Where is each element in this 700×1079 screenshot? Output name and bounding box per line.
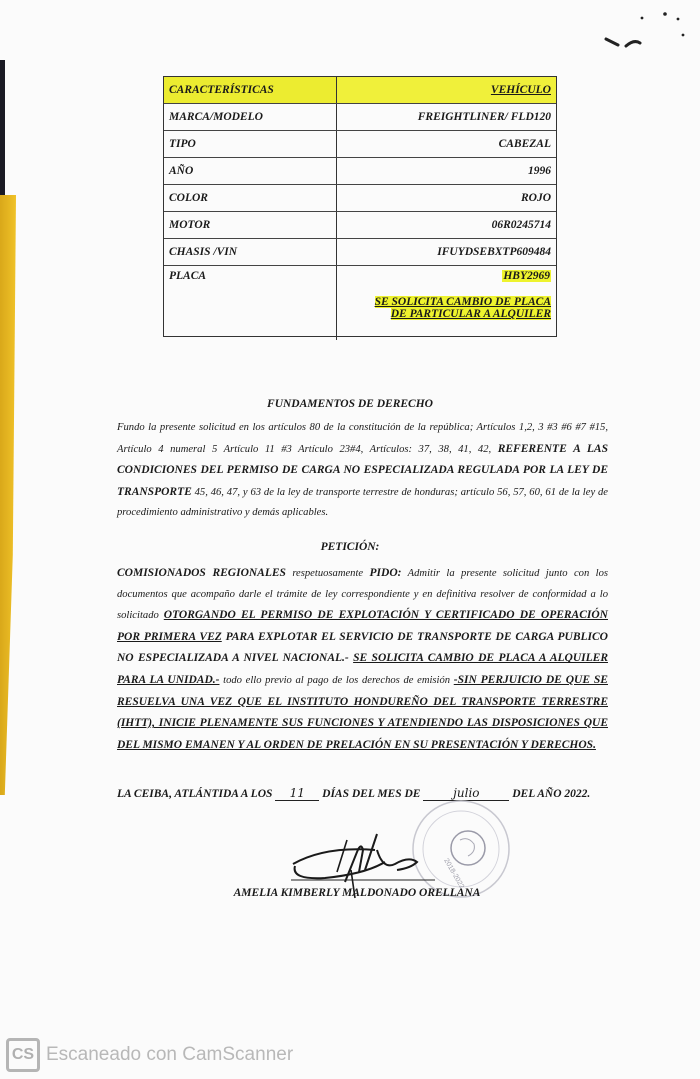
camscanner-logo-icon: CS bbox=[6, 1038, 40, 1072]
plate-number: HBY2969 bbox=[503, 270, 550, 282]
month-field: julio bbox=[423, 786, 509, 801]
plate-change-note-line2: DE PARTICULAR A ALQUILER bbox=[390, 308, 551, 320]
row-value: IFUYDSEBXTP609484 bbox=[437, 246, 551, 258]
fundamentos-text-1: Fundo la presente solicitud en los artículos 80 de la constitución de la república; Artículos 1,2, 3 #3 #6 #7 #15, Artículo 4 numeral 5 Artículo 11 #3 Artículo 23#4, Artículos: 37, 38, 41, 42, bbox=[117, 422, 608, 455]
plate-change-note-line1: SE SOLICITA CAMBIO DE PLACA bbox=[374, 296, 551, 308]
date-prefix: LA CEIBA, ATLÁNTIDA A LOS bbox=[117, 788, 273, 800]
peticion-bold-1: COMISIONADOS REGIONALES bbox=[117, 567, 286, 579]
peticion-text-2: Admitir la presente solicitud junto con los documentos que acompaño darle el trámite de ley correspondiente y en definitiva resolver de conformidad a lo solicitado bbox=[117, 568, 608, 622]
row-label: CHASIS /VIN bbox=[164, 239, 337, 265]
camscanner-watermark bbox=[6, 1038, 293, 1072]
peticion-text-3: todo ello previo al pago de los derechos de emisión bbox=[219, 674, 454, 686]
peticion-underline-3: -SIN PERJUICIO DE QUE SE RESUELVA UNA VEZ QUE EL INSTITUTO HONDUREÑO DEL TRANSPORTE TERRESTRE (IHTT), INICIE PLENAMENTE SUS FUNCIONES Y ATENDIENDO LAS DISPOSICIONES QUE DEL MISMO EMANEN Y AL ORDEN DE PRELACIÓN EN SU PRESENTACIÓN Y DERECHOS. bbox=[117, 673, 608, 751]
peticion-bold-3: PARA EXPLOTAR EL SERVICIO DE TRANSPORTE DE CARGA PUBLICO NO ESPECIALIZADA A NIVEL NACIONAL.- bbox=[117, 630, 608, 665]
place-date-line bbox=[117, 786, 609, 801]
row-value: CABEZAL bbox=[498, 138, 551, 150]
date-suffix: DEL AÑO 2022. bbox=[512, 788, 591, 800]
row-value: FREIGHTLINER/ FLD120 bbox=[417, 111, 551, 123]
peticion-text-1: respetuosamente bbox=[285, 568, 370, 579]
fundamentos-heading: FUNDAMENTOS DE DERECHO bbox=[267, 398, 433, 410]
fundamentos-paragraph bbox=[117, 418, 608, 524]
stray-ink-marks bbox=[600, 5, 690, 55]
header-value: VEHÍCULO bbox=[490, 84, 551, 96]
table-row bbox=[164, 184, 556, 211]
signer-name: AMELIA KIMBERLY MALDONADO ORELLANA bbox=[233, 887, 481, 899]
table-row bbox=[164, 157, 556, 184]
peticion-bold-2: PIDO: bbox=[369, 567, 402, 579]
peticion-underline-2: SE SOLICITA CAMBIO DE PLACA A ALQUILER PARA LA UNIDAD.- bbox=[117, 652, 608, 686]
day-field: 11 bbox=[275, 786, 319, 801]
table-row bbox=[164, 238, 556, 265]
row-label: TIPO bbox=[164, 131, 337, 157]
date-middle: DÍAS DEL MES DE bbox=[322, 788, 421, 800]
row-value: 06R0245714 bbox=[491, 219, 551, 231]
vehicle-characteristics-table bbox=[163, 76, 557, 337]
table-row bbox=[164, 103, 556, 130]
row-label: MARCA/MODELO bbox=[164, 104, 337, 130]
table-row bbox=[164, 211, 556, 238]
peticion-paragraph bbox=[117, 563, 608, 756]
row-value: ROJO bbox=[520, 192, 551, 204]
page-edge-shadow bbox=[0, 60, 5, 200]
peticion-underline-1: OTORGANDO EL PERMISO DE EXPLOTACIÓN Y CERTIFICADO DE OPERACIÓN POR PRIMERA VEZ bbox=[117, 609, 608, 643]
row-value: 1996 bbox=[528, 165, 551, 177]
fundamentos-text-2: 45, 46, 47, y 63 de la ley de transporte terrestre de honduras; artículo 56, 57, 60, 61 de la ley de procedimiento administrativo y demás aplicables. bbox=[117, 486, 608, 519]
table-header-row bbox=[164, 77, 556, 103]
peticion-heading: PETICIÓN: bbox=[320, 541, 380, 553]
row-label: COLOR bbox=[164, 185, 337, 211]
table-row bbox=[164, 130, 556, 157]
row-label: MOTOR bbox=[164, 212, 337, 238]
fundamentos-bold-1: REFERENTE A LAS CONDICIONES DEL PERMISO DE CARGA NO ESPECIALIZADA REGULADA POR LA LEY DE TRANSPORTE bbox=[117, 442, 608, 498]
header-label: CARACTERÍSTICAS bbox=[164, 77, 337, 103]
row-label: PLACA bbox=[164, 266, 337, 340]
camscanner-label: Escaneado con CamScanner bbox=[46, 1044, 294, 1065]
row-value-group bbox=[337, 266, 556, 320]
stamp-years: 2018-2022 bbox=[442, 857, 466, 890]
folder-edge bbox=[0, 195, 16, 795]
table-row-placa bbox=[164, 265, 556, 336]
row-label: AÑO bbox=[164, 158, 337, 184]
